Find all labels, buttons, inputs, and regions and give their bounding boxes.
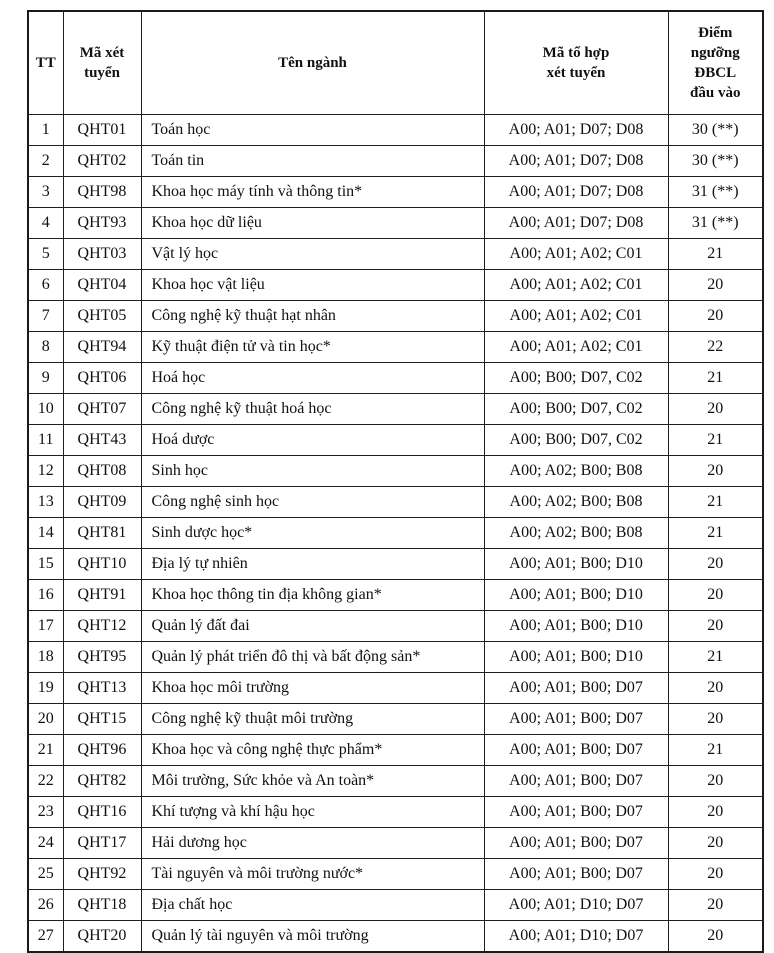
table-row [28, 394, 763, 425]
major-name-cell: Vật lý học [141, 239, 484, 270]
major-name-cell: Quản lý phát triển đô thị và bất động sản* [141, 642, 484, 673]
table-row [28, 301, 763, 332]
header-row [28, 11, 763, 115]
combination-cell: A00; A01; A02; C01 [484, 332, 668, 363]
admission-code-cell: QHT15 [63, 704, 141, 735]
table-row [28, 425, 763, 456]
score-cell: 20 [668, 394, 763, 425]
admission-code-cell: QHT96 [63, 735, 141, 766]
table-row [28, 177, 763, 208]
major-name-cell: Khí tượng và khí hậu học [141, 797, 484, 828]
combination-cell: A00; A01; D07; D08 [484, 115, 668, 146]
major-name-cell: Quản lý tài nguyên và môi trường [141, 921, 484, 953]
combination-cell: A00; A01; B00; D10 [484, 642, 668, 673]
score-cell: 31 (**) [668, 208, 763, 239]
column-header-tt [28, 11, 63, 115]
admission-code-cell: QHT06 [63, 363, 141, 394]
table-row [28, 642, 763, 673]
table-row [28, 735, 763, 766]
major-name-cell: Khoa học môi trường [141, 673, 484, 704]
table-row [28, 363, 763, 394]
table-row [28, 611, 763, 642]
major-name-cell: Khoa học dữ liệu [141, 208, 484, 239]
major-name-cell: Hải dương học [141, 828, 484, 859]
major-name-cell: Địa lý tự nhiên [141, 549, 484, 580]
row-number-cell: 20 [28, 704, 63, 735]
admission-code-cell: QHT01 [63, 115, 141, 146]
table-row [28, 487, 763, 518]
score-cell: 21 [668, 425, 763, 456]
table-row [28, 115, 763, 146]
score-cell: 30 (**) [668, 115, 763, 146]
admission-code-cell: QHT09 [63, 487, 141, 518]
score-cell: 21 [668, 239, 763, 270]
major-name-cell: Địa chất học [141, 890, 484, 921]
table-row [28, 580, 763, 611]
score-cell: 20 [668, 704, 763, 735]
admission-code-cell: QHT16 [63, 797, 141, 828]
table-row [28, 239, 763, 270]
row-number-cell: 18 [28, 642, 63, 673]
table-row [28, 704, 763, 735]
table-row [28, 518, 763, 549]
combination-cell: A00; A01; A02; C01 [484, 270, 668, 301]
major-name-cell: Hoá dược [141, 425, 484, 456]
combination-cell: A00; A01; B00; D07 [484, 797, 668, 828]
score-cell: 20 [668, 549, 763, 580]
column-header-admission-code [63, 11, 141, 115]
major-name-cell: Khoa học thông tin địa không gian* [141, 580, 484, 611]
table-row [28, 456, 763, 487]
column-header-admission-code-label: Mã xét tuyển [79, 44, 125, 81]
score-cell: 21 [668, 518, 763, 549]
table-row [28, 859, 763, 890]
admission-code-cell: QHT07 [63, 394, 141, 425]
table-row [28, 890, 763, 921]
admission-code-cell: QHT10 [63, 549, 141, 580]
row-number-cell: 26 [28, 890, 63, 921]
major-name-cell: Sinh học [141, 456, 484, 487]
score-cell: 20 [668, 301, 763, 332]
table-row [28, 332, 763, 363]
combination-cell: A00; A01; B00; D10 [484, 580, 668, 611]
row-number-cell: 6 [28, 270, 63, 301]
admission-code-cell: QHT43 [63, 425, 141, 456]
score-cell: 31 (**) [668, 177, 763, 208]
table-row [28, 270, 763, 301]
combination-cell: A00; A01; D07; D08 [484, 177, 668, 208]
table-body [28, 115, 763, 953]
score-cell: 20 [668, 859, 763, 890]
table-row [28, 146, 763, 177]
score-cell: 20 [668, 580, 763, 611]
major-name-cell: Khoa học và công nghệ thực phẩm* [141, 735, 484, 766]
column-header-threshold-score [668, 11, 763, 115]
row-number-cell: 15 [28, 549, 63, 580]
combination-cell: A00; A02; B00; B08 [484, 487, 668, 518]
major-name-cell: Quản lý đất đai [141, 611, 484, 642]
row-number-cell: 21 [28, 735, 63, 766]
admission-code-cell: QHT95 [63, 642, 141, 673]
admission-code-cell: QHT17 [63, 828, 141, 859]
score-cell: 20 [668, 890, 763, 921]
row-number-cell: 11 [28, 425, 63, 456]
combination-cell: A00; A01; B00; D07 [484, 673, 668, 704]
combination-cell: A00; A01; B00; D07 [484, 828, 668, 859]
row-number-cell: 16 [28, 580, 63, 611]
row-number-cell: 23 [28, 797, 63, 828]
score-cell: 20 [668, 921, 763, 953]
score-cell: 21 [668, 735, 763, 766]
combination-cell: A00; A01; B00; D10 [484, 549, 668, 580]
row-number-cell: 14 [28, 518, 63, 549]
admission-code-cell: QHT91 [63, 580, 141, 611]
table-row [28, 208, 763, 239]
combination-cell: A00; A01; A02; C01 [484, 301, 668, 332]
major-name-cell: Sinh dược học* [141, 518, 484, 549]
row-number-cell: 5 [28, 239, 63, 270]
score-cell: 20 [668, 797, 763, 828]
combination-cell: A00; A01; B00; D07 [484, 859, 668, 890]
admission-code-cell: QHT93 [63, 208, 141, 239]
table-row [28, 828, 763, 859]
major-name-cell: Toán học [141, 115, 484, 146]
row-number-cell: 3 [28, 177, 63, 208]
admission-threshold-table [27, 10, 764, 953]
score-cell: 21 [668, 487, 763, 518]
column-header-threshold-score-label: Điểm ngưỡng ĐBCL đầu vào [690, 24, 741, 102]
row-number-cell: 22 [28, 766, 63, 797]
row-number-cell: 1 [28, 115, 63, 146]
admission-code-cell: QHT13 [63, 673, 141, 704]
score-cell: 20 [668, 673, 763, 704]
table-row [28, 673, 763, 704]
combination-cell: A00; B00; D07, C02 [484, 363, 668, 394]
score-cell: 20 [668, 456, 763, 487]
combination-cell: A00; B00; D07, C02 [484, 425, 668, 456]
combination-cell: A00; A01; D07; D08 [484, 208, 668, 239]
row-number-cell: 19 [28, 673, 63, 704]
admission-code-cell: QHT08 [63, 456, 141, 487]
score-cell: 20 [668, 270, 763, 301]
table-row [28, 549, 763, 580]
score-cell: 22 [668, 332, 763, 363]
combination-cell: A00; A01; D10; D07 [484, 890, 668, 921]
score-cell: 20 [668, 766, 763, 797]
admission-code-cell: QHT92 [63, 859, 141, 890]
combination-cell: A00; A02; B00; B08 [484, 518, 668, 549]
score-cell: 21 [668, 363, 763, 394]
row-number-cell: 13 [28, 487, 63, 518]
major-name-cell: Toán tin [141, 146, 484, 177]
score-cell: 21 [668, 642, 763, 673]
admission-code-cell: QHT98 [63, 177, 141, 208]
admission-code-cell: QHT05 [63, 301, 141, 332]
combination-cell: A00; A01; B00; D07 [484, 766, 668, 797]
combination-cell: A00; A01; D10; D07 [484, 921, 668, 953]
major-name-cell: Công nghệ kỹ thuật môi trường [141, 704, 484, 735]
row-number-cell: 12 [28, 456, 63, 487]
row-number-cell: 27 [28, 921, 63, 953]
row-number-cell: 9 [28, 363, 63, 394]
column-header-tt-label: TT [35, 54, 56, 71]
major-name-cell: Hoá học [141, 363, 484, 394]
table-row [28, 797, 763, 828]
admission-code-cell: QHT18 [63, 890, 141, 921]
combination-cell: A00; A01; B00; D10 [484, 611, 668, 642]
admission-code-cell: QHT81 [63, 518, 141, 549]
combination-cell: A00; A02; B00; B08 [484, 456, 668, 487]
score-cell: 20 [668, 828, 763, 859]
score-cell: 20 [668, 611, 763, 642]
table-row [28, 766, 763, 797]
row-number-cell: 17 [28, 611, 63, 642]
admission-code-cell: QHT82 [63, 766, 141, 797]
admission-code-cell: QHT02 [63, 146, 141, 177]
admission-code-cell: QHT04 [63, 270, 141, 301]
column-header-major-name-label: Tên ngành [278, 54, 347, 71]
row-number-cell: 25 [28, 859, 63, 890]
admission-code-cell: QHT03 [63, 239, 141, 270]
major-name-cell: Khoa học máy tính và thông tin* [141, 177, 484, 208]
admission-code-cell: QHT94 [63, 332, 141, 363]
admission-code-cell: QHT12 [63, 611, 141, 642]
row-number-cell: 7 [28, 301, 63, 332]
column-header-combination [484, 11, 668, 115]
row-number-cell: 24 [28, 828, 63, 859]
major-name-cell: Kỹ thuật điện tử và tin học* [141, 332, 484, 363]
major-name-cell: Công nghệ kỹ thuật hoá học [141, 394, 484, 425]
admission-code-cell: QHT20 [63, 921, 141, 953]
major-name-cell: Công nghệ sinh học [141, 487, 484, 518]
combination-cell: A00; A01; B00; D07 [484, 735, 668, 766]
major-name-cell: Môi trường, Sức khỏe và An toàn* [141, 766, 484, 797]
major-name-cell: Khoa học vật liệu [141, 270, 484, 301]
row-number-cell: 8 [28, 332, 63, 363]
combination-cell: A00; B00; D07, C02 [484, 394, 668, 425]
table-row [28, 921, 763, 953]
major-name-cell: Tài nguyên và môi trường nước* [141, 859, 484, 890]
major-name-cell: Công nghệ kỹ thuật hạt nhân [141, 301, 484, 332]
row-number-cell: 4 [28, 208, 63, 239]
column-header-major-name [141, 11, 484, 115]
combination-cell: A00; A01; B00; D07 [484, 704, 668, 735]
column-header-combination-label: Mã tổ hợp xét tuyển [542, 44, 610, 81]
combination-cell: A00; A01; D07; D08 [484, 146, 668, 177]
combination-cell: A00; A01; A02; C01 [484, 239, 668, 270]
score-cell: 30 (**) [668, 146, 763, 177]
row-number-cell: 10 [28, 394, 63, 425]
row-number-cell: 2 [28, 146, 63, 177]
table-header [28, 11, 763, 115]
